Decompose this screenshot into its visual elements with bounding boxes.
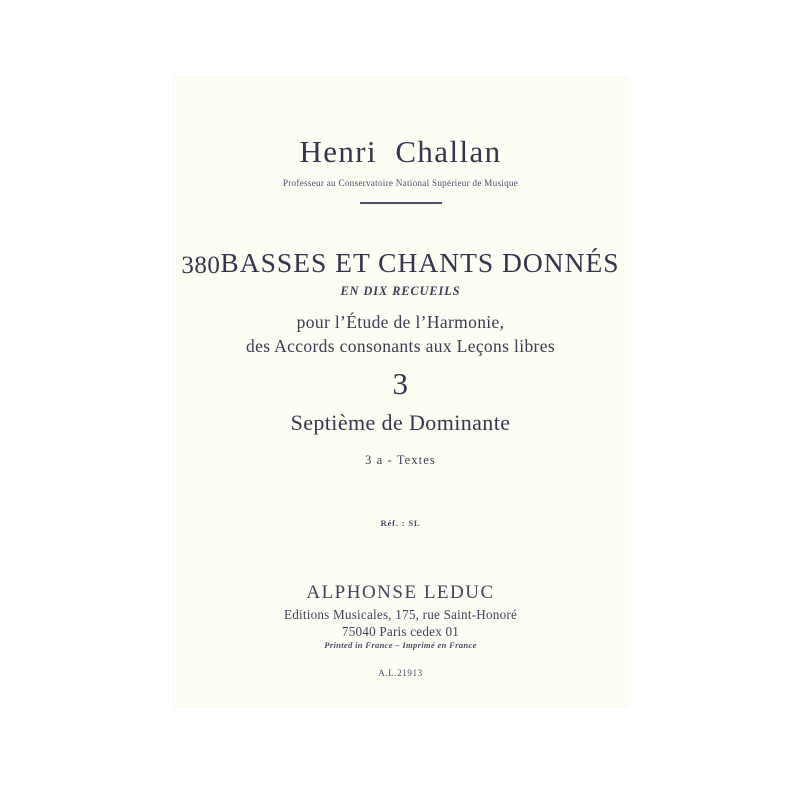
publisher-name: ALPHONSE LEDUC (306, 582, 495, 603)
title-count: 380 (181, 252, 221, 279)
author-name: Henri Challan (299, 134, 502, 169)
volume-number: 3 (392, 366, 409, 401)
title-block (174, 248, 627, 359)
collection-subtitle: EN DIX RECUEILS (340, 283, 461, 298)
plate-number: A.L.21913 (378, 668, 423, 678)
publisher-block (174, 582, 627, 641)
author-role: Professeur au Conservatoire National Supérieur de Musique (282, 177, 519, 188)
cover-content (174, 78, 627, 706)
divider-rule (360, 202, 442, 204)
book-cover-page (174, 78, 627, 706)
volume-part: 3 a - Textes (365, 453, 436, 468)
main-title (174, 248, 627, 279)
reference-label: Réf. : SL (380, 518, 421, 528)
volume-title: Septième de Dominante (290, 410, 511, 435)
title-words: BASSES ET CHANTS DONNÉS (220, 247, 620, 278)
purpose-line-1: pour l’Étude de l’Harmonie, (296, 311, 505, 332)
publisher-address-line-1: Editions Musicales, 175, rue Saint-Honoré (283, 606, 518, 622)
publisher-address-line-2: 75040 Paris cedex 01 (341, 624, 460, 640)
purpose-line-2: des Accords consonants aux Leçons libres (246, 336, 555, 357)
author-block (174, 136, 627, 204)
volume-block (174, 368, 627, 468)
printed-in-france-notice: Printed in France – Imprimé en France (324, 640, 477, 650)
